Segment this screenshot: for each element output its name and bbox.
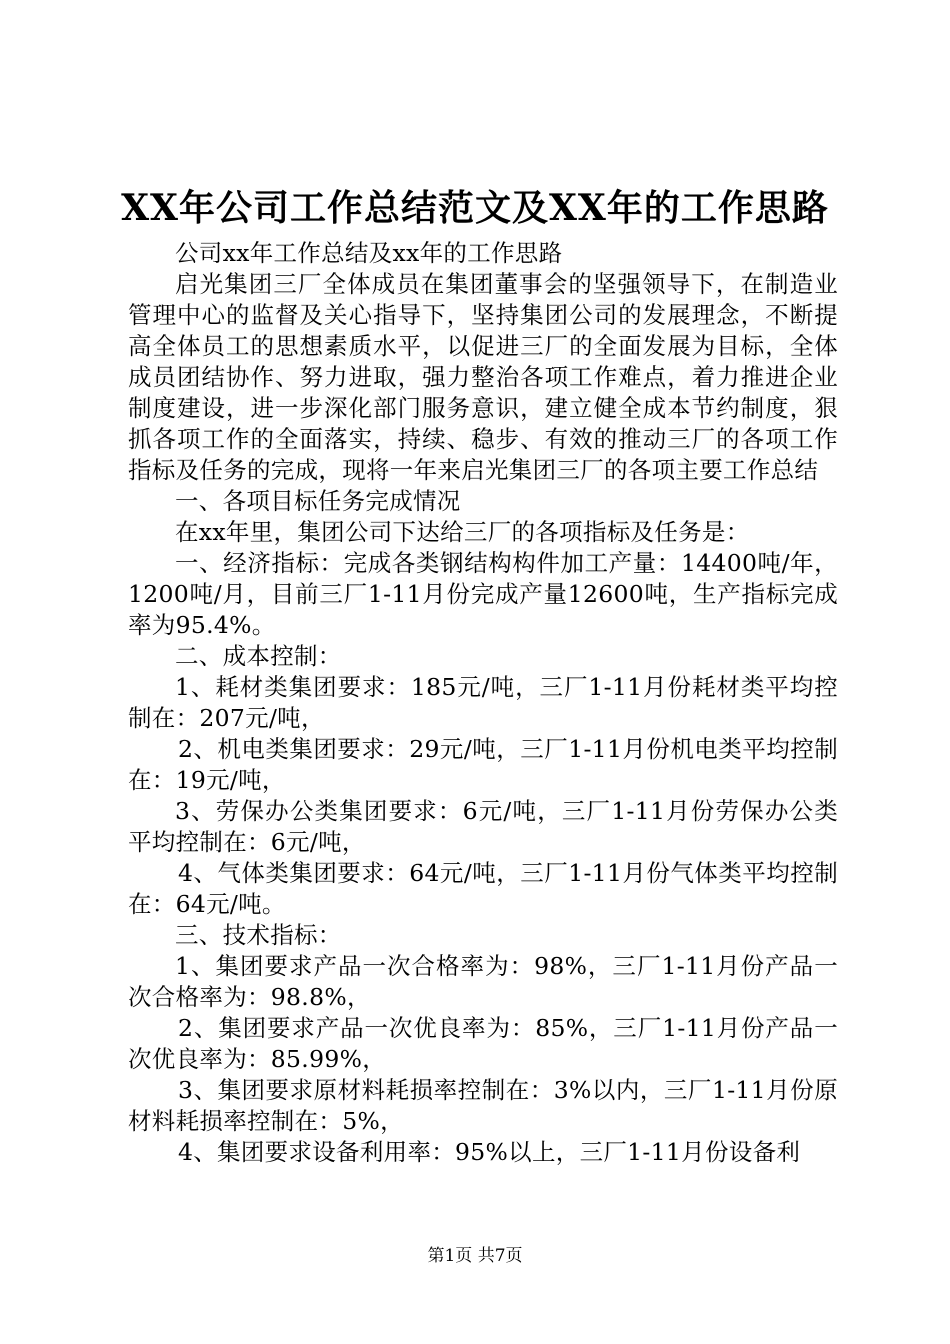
paragraph-tech-equipment-usage: 4、集团要求设备利用率：95%以上，三厂1-11月份设备利 <box>178 1138 801 1166</box>
paragraph-cost-electromechanical: 2、机电类集团要求：29元/吨，三厂1-11月份机电类平均控制在：19元/吨， <box>128 735 838 794</box>
paragraph-cost-consumables: 1、耗材类集团要求：185元/吨，三厂1-11月份耗材类平均控制在：207元/吨， <box>128 673 838 732</box>
paragraph-tasks-intro: 在xx年里，集团公司下达给三厂的各项指标及任务是： <box>175 518 750 546</box>
document-title: XX年公司工作总结范文及XX年的工作思路 <box>121 187 829 229</box>
paragraph-cost-labor-office: 3、劳保办公类集团要求：6元/吨，三厂1-11月份劳保办公类平均控制在：6元/吨， <box>128 797 838 856</box>
paragraph-intro: 启光集团三厂全体成员在集团董事会的坚强领导下，在制造业管理中心的监督及关心指导下，坚持集团公司的发展理念，不断提高全体员工的思想素质水平，以促进三厂的全面发展为目标，全体成员团结协作、努力进取，强力整治各项工作难点，着力推进企业制度建设，进一步深化部门服务意识，建立健全成本节约制度，狠抓各项工作的全面落实，持续、稳步、有效的推动三厂的各项工作指标及任务的完成，现将一年来启光集团三厂的各项主要工作总结 <box>128 270 838 484</box>
paragraph-tech-excellent-rate: 2、集团要求产品一次优良率为：85%，三厂1-11月份产品一次优良率为：85.99%， <box>128 1014 838 1073</box>
paragraph-cost-gas: 4、气体类集团要求：64元/吨，三厂1-11月份气体类平均控制在：64元/吨。 <box>128 859 838 918</box>
section-heading-cost-control: 二、成本控制： <box>175 642 342 670</box>
document-body <box>128 238 838 1168</box>
page-number-footer: 第1页 共7页 <box>427 1246 523 1266</box>
paragraph-tech-material-loss: 3、集团要求原材料耗损率控制在：3%以内，三厂1-11月份原材料耗损率控制在：5%， <box>128 1076 838 1135</box>
section-heading-technical: 三、技术指标： <box>175 921 342 949</box>
paragraph-tech-pass-rate: 1、集团要求产品一次合格率为：98%，三厂1-11月份产品一次合格率为：98.8%， <box>128 952 838 1011</box>
section-heading-targets: 一、各项目标任务完成情况 <box>175 487 461 515</box>
paragraph-subtitle: 公司xx年工作总结及xx年的工作思路 <box>175 239 563 267</box>
paragraph-economic-indicators: 一、经济指标：完成各类钢结构构件加工产量：14400吨/年，1200吨/月，目前三厂1-11月份完成产量12600吨，生产指标完成率为95.4%。 <box>128 549 838 639</box>
